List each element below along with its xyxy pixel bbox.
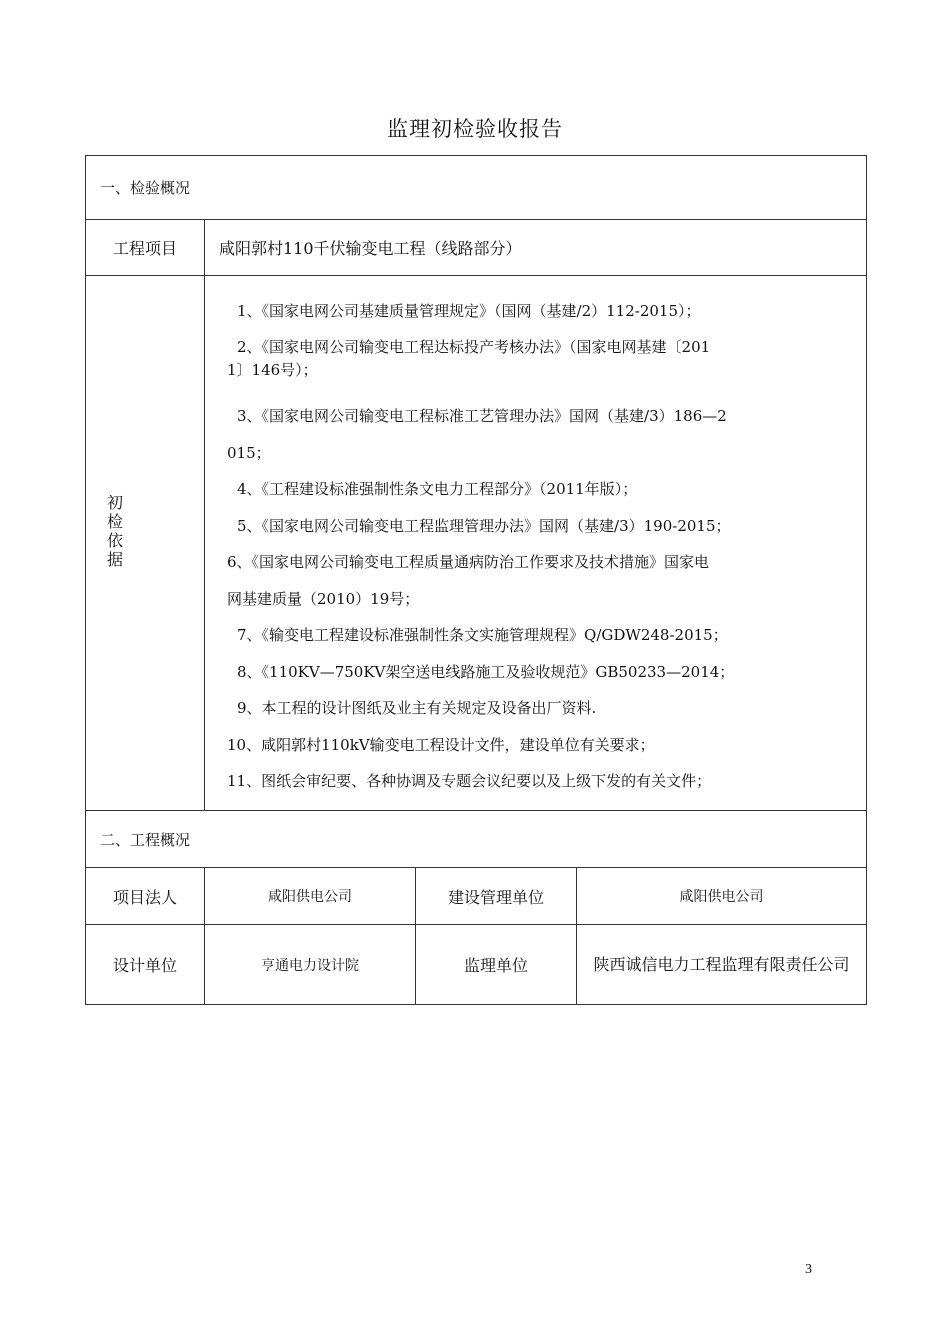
page-title: 监理初检验收报告 xyxy=(387,117,563,141)
basis-label-char: 依 xyxy=(106,531,123,550)
design-unit-label: 设计单位 xyxy=(86,925,205,1005)
basis-item: 5、《国家电网公司输变电工程监理管理办法》国网（基建/3）190-2015； xyxy=(237,516,731,535)
basis-item: 3、《国家电网公司输变电工程标准工艺管理办法》国网（基建/3）186—2 xyxy=(237,407,727,425)
project-owner-label: 项目法人 xyxy=(86,868,205,925)
basis-item: 015； xyxy=(227,443,271,462)
section-inspection-overview: 一、检验概况 xyxy=(86,156,867,220)
basis-item: 1、《国家电网公司基建质量管理规定》（国网（基建/2）112-2015）； xyxy=(237,301,701,320)
construction-management-value: 咸阳供电公司 xyxy=(577,868,867,925)
project-value: 咸阳郭村110千伏输变电工程（线路部分） xyxy=(205,220,867,276)
basis-item: 4、《工程建设标准强制性条文电力工程部分》（2011年版）； xyxy=(237,480,638,498)
page-number: 3 xyxy=(805,1262,812,1277)
report-table xyxy=(85,155,867,1005)
basis-list xyxy=(205,276,867,811)
basis-label xyxy=(86,276,205,811)
project-owner-value: 咸阳供电公司 xyxy=(205,868,416,925)
basis-item: 7、《输变电工程建设标准强制性条文实施管理规程》Q/GDW248-2015； xyxy=(237,626,728,644)
section-project-overview: 二、工程概况 xyxy=(86,811,867,868)
basis-item: 6、《国家电网公司输变电工程质量通病防治工作要求及技术措施》国家电 xyxy=(227,553,710,571)
supervision-unit-label: 监理单位 xyxy=(416,925,577,1005)
basis-item: 2、《国家电网公司输变电工程达标投产考核办法》（国家电网基建〔201 xyxy=(237,338,711,356)
supervision-unit-value: 陕西诚信电力工程监理有限责任公司 xyxy=(577,925,867,1005)
basis-item: 网基建质量（2010）19号； xyxy=(227,589,420,608)
construction-management-label: 建设管理单位 xyxy=(416,868,577,925)
project-label: 工程项目 xyxy=(86,220,205,276)
basis-item: 1〕146号）； xyxy=(227,360,318,379)
basis-item: 10、咸阳郭村110kV输变电工程设计文件，建设单位有关要求； xyxy=(227,735,655,754)
basis-item: 11、图纸会审纪要、各种协调及专题会议纪要以及上级下发的有关文件； xyxy=(227,772,712,790)
basis-label-char: 初 xyxy=(106,493,123,512)
basis-item: 8、《110KV—750KV架空送电线路施工及验收规范》GB50233—2014； xyxy=(237,662,735,681)
basis-item: 9、本工程的设计图纸及业主有关规定及设备出厂资料. xyxy=(237,699,597,717)
basis-label-char: 检 xyxy=(106,512,123,531)
design-unit-value: 亨通电力设计院 xyxy=(205,925,416,1005)
basis-label-char: 据 xyxy=(106,550,123,569)
